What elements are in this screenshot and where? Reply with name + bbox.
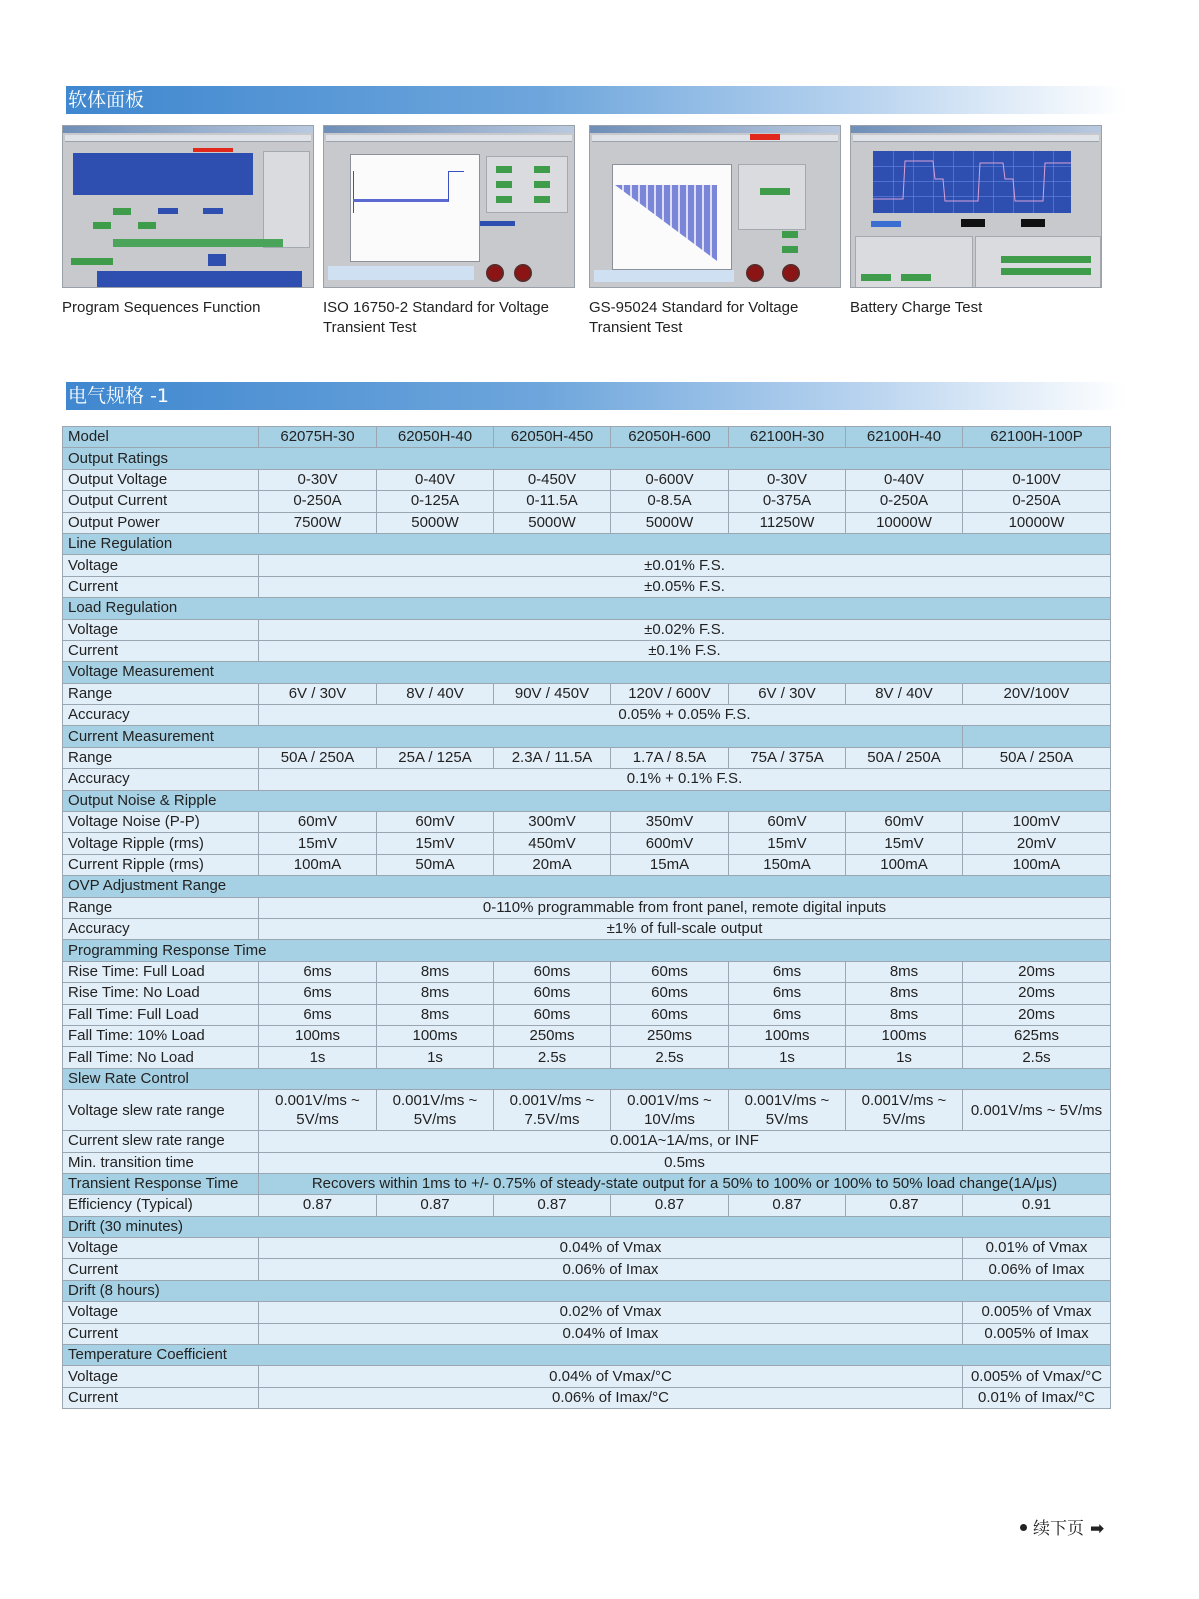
cell-value: 25A / 125A [377,747,494,768]
row-label: Fall Time: No Load [63,1047,259,1068]
cell-value: 0-450V [494,469,611,490]
cell-value-last-model: 0.005% of Imax [963,1323,1111,1344]
cell-value: 75A / 375A [729,747,846,768]
cell-value: 0-11.5A [494,491,611,512]
table-row [63,1238,1111,1259]
cell-value: 60mV [846,812,963,833]
screenshot-gallery [62,125,1112,355]
table-row [63,683,1111,704]
cell-value: 2.3A / 11.5A [494,747,611,768]
screenshot-caption: Battery Charge Test [850,299,983,316]
cell-value: 6ms [259,983,377,1004]
cell-value: 0.001V/ms ~ 5V/ms [259,1090,377,1131]
cell-value: 1s [259,1047,377,1068]
cell-value: 6V / 30V [259,683,377,704]
section-heading-blank [963,726,1111,747]
section-row [63,940,1111,961]
cell-value: 0.05% + 0.05% F.S. [259,705,1111,726]
cell-value-last-model: 0.01% of Vmax [963,1238,1111,1259]
row-label: Rise Time: No Load [63,983,259,1004]
screenshot-caption: ISO 16750-2 Standard for Voltage Transient Test [323,299,549,336]
cell-value: 0.001A~1A/ms, or INF [259,1131,1111,1152]
section-heading: Programming Response Time [63,940,1111,961]
cell-value: 0-250A [259,491,377,512]
table-row [63,1195,1111,1216]
table-header-row [63,427,1111,448]
cell-value: 250ms [494,1025,611,1046]
row-label: Current [63,576,259,597]
cell-value: 5000W [377,512,494,533]
section-heading: Line Regulation [63,533,1111,554]
screenshot-image [850,125,1102,288]
cell-value: 2.5s [611,1047,729,1068]
cell-value: 0-600V [611,469,729,490]
row-label: Current Ripple (rms) [63,854,259,875]
row-label: Min. transition time [63,1152,259,1173]
cell-value: 0.87 [846,1195,963,1216]
table-row [63,555,1111,576]
cell-value: 7500W [259,512,377,533]
row-label: Voltage [63,555,259,576]
table-row [63,1302,1111,1323]
screenshot-caption: Program Sequences Function [62,299,261,316]
screenshot-iso-16750 [323,125,575,338]
cell-value: 15mV [846,833,963,854]
cell-value: 100mA [963,854,1111,875]
section-title-electrical-spec: 电气规格 -1 [66,382,1126,410]
arrow-right-icon: ➡ [1090,1519,1105,1539]
section-heading: Output Noise & Ripple [63,790,1111,811]
cell-value: 0-110% programmable from front panel, remote digital inputs [259,897,1111,918]
cell-value: 15mA [611,854,729,875]
table-row [63,1131,1111,1152]
model-name: 62100H-40 [846,427,963,448]
cell-value: 0.001V/ms ~ 5V/ms [963,1090,1111,1131]
cell-value: Recovers within 1ms to +/- 0.75% of steady-state output for a 50% to 100% or 100% to 50% load change(1A/μs) [259,1173,1111,1194]
cell-value: 8V / 40V [377,683,494,704]
table-row [63,491,1111,512]
table-row [63,1366,1111,1387]
cell-value: 6V / 30V [729,683,846,704]
cell-value: ±0.1% F.S. [259,640,1111,661]
section-row [63,1280,1111,1301]
section-row [63,1216,1111,1237]
cell-value: 11250W [729,512,846,533]
table-row [63,1047,1111,1068]
row-label: Output Voltage [63,469,259,490]
cell-value: 10000W [963,512,1111,533]
table-row [63,1173,1111,1194]
table-row [63,619,1111,640]
cell-value: 0.87 [377,1195,494,1216]
cell-value: 0.001V/ms ~ 5V/ms [729,1090,846,1131]
continue-label: 续下页 [1033,1519,1084,1539]
row-label: Current [63,1387,259,1408]
cell-value: 60ms [494,961,611,982]
cell-value: 0.001V/ms ~ 10V/ms [611,1090,729,1131]
cell-value: 60ms [494,983,611,1004]
bullet-icon [1020,1524,1027,1531]
row-label: Transient Response Time [63,1173,259,1194]
cell-value: 2.5s [494,1047,611,1068]
cell-value: 625ms [963,1025,1111,1046]
table-row [63,983,1111,1004]
cell-value: 0.1% + 0.1% F.S. [259,769,1111,790]
row-label: Voltage [63,1302,259,1323]
cell-value: 20mA [494,854,611,875]
cell-value: 250ms [611,1025,729,1046]
cell-value: 0-40V [846,469,963,490]
row-label: Voltage Ripple (rms) [63,833,259,854]
continue-next-page [1020,1514,1104,1539]
section-heading: Temperature Coefficient [63,1345,1111,1366]
table-row [63,961,1111,982]
cell-value: 8ms [846,961,963,982]
cell-value: 0.02% of Vmax [259,1302,963,1323]
cell-value: 0.001V/ms ~ 5V/ms [377,1090,494,1131]
cell-value: 8ms [377,1004,494,1025]
cell-value: 0-30V [729,469,846,490]
row-label: Voltage slew rate range [63,1090,259,1131]
cell-value: 0.04% of Vmax/°C [259,1366,963,1387]
cell-value: 6ms [729,961,846,982]
cell-value: 15mV [259,833,377,854]
cell-value: 60ms [494,1004,611,1025]
table-row [63,897,1111,918]
table-row [63,747,1111,768]
cell-value: 1s [377,1047,494,1068]
section-row [63,448,1111,469]
cell-value: 0-125A [377,491,494,512]
row-label: Fall Time: Full Load [63,1004,259,1025]
cell-value: 0.04% of Vmax [259,1238,963,1259]
cell-value: 600mV [611,833,729,854]
cell-value: 0.001V/ms ~ 7.5V/ms [494,1090,611,1131]
cell-value: 0-375A [729,491,846,512]
cell-value: 350mV [611,812,729,833]
row-label: Fall Time: 10% Load [63,1025,259,1046]
model-name: 62050H-600 [611,427,729,448]
section-row [63,876,1111,897]
section-row [63,1068,1111,1089]
table-row [63,854,1111,875]
section-heading: Voltage Measurement [63,662,1111,683]
table-row [63,812,1111,833]
screenshot-image [589,125,841,288]
screenshot-gs-95024 [589,125,841,338]
section-row [63,726,1111,747]
cell-value: 100ms [846,1025,963,1046]
row-label: Output Power [63,512,259,533]
model-name: 62050H-450 [494,427,611,448]
section-heading: Drift (8 hours) [63,1280,1111,1301]
section-row [63,790,1111,811]
cell-value: 100mV [963,812,1111,833]
cell-value: ±0.01% F.S. [259,555,1111,576]
section-heading: Current Measurement [63,726,963,747]
cell-value: ±0.02% F.S. [259,619,1111,640]
table-row [63,512,1111,533]
table-row [63,469,1111,490]
cell-value: 15mV [729,833,846,854]
row-label: Range [63,747,259,768]
model-name: 62100H-30 [729,427,846,448]
cell-value-last-model: 0.01% of Imax/°C [963,1387,1111,1408]
cell-value: 0-250A [846,491,963,512]
cell-value: 20ms [963,1004,1111,1025]
screenshot-image [62,125,314,288]
section-heading: Output Ratings [63,448,1111,469]
row-label: Voltage [63,1238,259,1259]
cell-value-last-model: 0.005% of Vmax [963,1302,1111,1323]
screenshot-battery-charge [850,125,1102,318]
row-label: Current [63,640,259,661]
cell-value: 20mV [963,833,1111,854]
cell-value: 0.06% of Imax/°C [259,1387,963,1408]
cell-value-last-model: 0.06% of Imax [963,1259,1111,1280]
cell-value: 15mV [377,833,494,854]
cell-value: 300mV [494,812,611,833]
cell-value-last-model: 0.005% of Vmax/°C [963,1366,1111,1387]
row-label: Accuracy [63,769,259,790]
model-name: 62050H-40 [377,427,494,448]
section-row [63,598,1111,619]
cell-value: 60ms [611,1004,729,1025]
model-name: 62075H-30 [259,427,377,448]
cell-value: 5000W [494,512,611,533]
table-row [63,576,1111,597]
cell-value: 120V / 600V [611,683,729,704]
table-row [63,1387,1111,1408]
cell-value: 60mV [259,812,377,833]
cell-value: ±1% of full-scale output [259,918,1111,939]
cell-value: 8ms [846,983,963,1004]
cell-value: 100ms [729,1025,846,1046]
row-label: Current [63,1323,259,1344]
table-row [63,1152,1111,1173]
cell-value: 0.001V/ms ~ 5V/ms [846,1090,963,1131]
cell-value: 0-40V [377,469,494,490]
table-row [63,705,1111,726]
cell-value: 6ms [729,983,846,1004]
table-row [63,769,1111,790]
spec-table [62,426,1111,1409]
cell-value: 5000W [611,512,729,533]
row-label: Output Current [63,491,259,512]
table-row [63,1004,1111,1025]
cell-value: 8ms [377,961,494,982]
cell-value: 100mA [846,854,963,875]
section-heading: OVP Adjustment Range [63,876,1111,897]
cell-value: 0-30V [259,469,377,490]
table-row [63,918,1111,939]
cell-value: 0-100V [963,469,1111,490]
cell-value: 60mV [729,812,846,833]
cell-value: 8ms [377,983,494,1004]
row-label: Range [63,897,259,918]
row-label: Voltage [63,619,259,640]
section-heading: Slew Rate Control [63,1068,1111,1089]
cell-value: 0.87 [611,1195,729,1216]
cell-value: 1s [729,1047,846,1068]
cell-value: 50mA [377,854,494,875]
table-row [63,833,1111,854]
row-label: Range [63,683,259,704]
cell-value: 0.87 [494,1195,611,1216]
table-row [63,1323,1111,1344]
cell-value: 150mA [729,854,846,875]
cell-value: 60mV [377,812,494,833]
row-label: Voltage Noise (P-P) [63,812,259,833]
cell-value: 6ms [259,961,377,982]
cell-value: 10000W [846,512,963,533]
cell-value: 60ms [611,983,729,1004]
cell-value: 450mV [494,833,611,854]
section-heading: Load Regulation [63,598,1111,619]
row-label: Current slew rate range [63,1131,259,1152]
section-row [63,1345,1111,1366]
cell-value: 20V/100V [963,683,1111,704]
table-row [63,640,1111,661]
cell-value: 0.87 [259,1195,377,1216]
cell-value: 50A / 250A [846,747,963,768]
table-row [63,1259,1111,1280]
cell-value: 0-250A [963,491,1111,512]
cell-value: 50A / 250A [963,747,1111,768]
cell-value: 0.87 [729,1195,846,1216]
cell-value: 0-8.5A [611,491,729,512]
cell-value: 100ms [377,1025,494,1046]
table-row [63,1025,1111,1046]
cell-value: 6ms [729,1004,846,1025]
screenshot-caption: GS-95024 Standard for Voltage Transient Test [589,299,799,336]
cell-value: 0.5ms [259,1152,1111,1173]
model-name: 62100H-100P [963,427,1111,448]
cell-value: 20ms [963,961,1111,982]
row-label: Accuracy [63,705,259,726]
cell-value: 8ms [846,1004,963,1025]
cell-value: 0.06% of Imax [259,1259,963,1280]
cell-value: 50A / 250A [259,747,377,768]
cell-value: 60ms [611,961,729,982]
cell-value: 0.04% of Imax [259,1323,963,1344]
cell-value: 8V / 40V [846,683,963,704]
screenshot-program-sequences [62,125,314,318]
row-label: Voltage [63,1366,259,1387]
section-heading: Drift (30 minutes) [63,1216,1111,1237]
screenshot-image [323,125,575,288]
cell-value: 1.7A / 8.5A [611,747,729,768]
model-label: Model [63,427,259,448]
section-row [63,533,1111,554]
row-label: Rise Time: Full Load [63,961,259,982]
section-row [63,662,1111,683]
cell-value: 90V / 450V [494,683,611,704]
table-row [63,1090,1111,1131]
cell-value: ±0.05% F.S. [259,576,1111,597]
row-label: Accuracy [63,918,259,939]
row-label: Current [63,1259,259,1280]
cell-value: 0.91 [963,1195,1111,1216]
cell-value: 100mA [259,854,377,875]
row-label: Efficiency (Typical) [63,1195,259,1216]
cell-value: 2.5s [963,1047,1111,1068]
cell-value: 20ms [963,983,1111,1004]
cell-value: 1s [846,1047,963,1068]
cell-value: 100ms [259,1025,377,1046]
section-title-software-panel: 软体面板 [66,86,1126,114]
cell-value: 6ms [259,1004,377,1025]
